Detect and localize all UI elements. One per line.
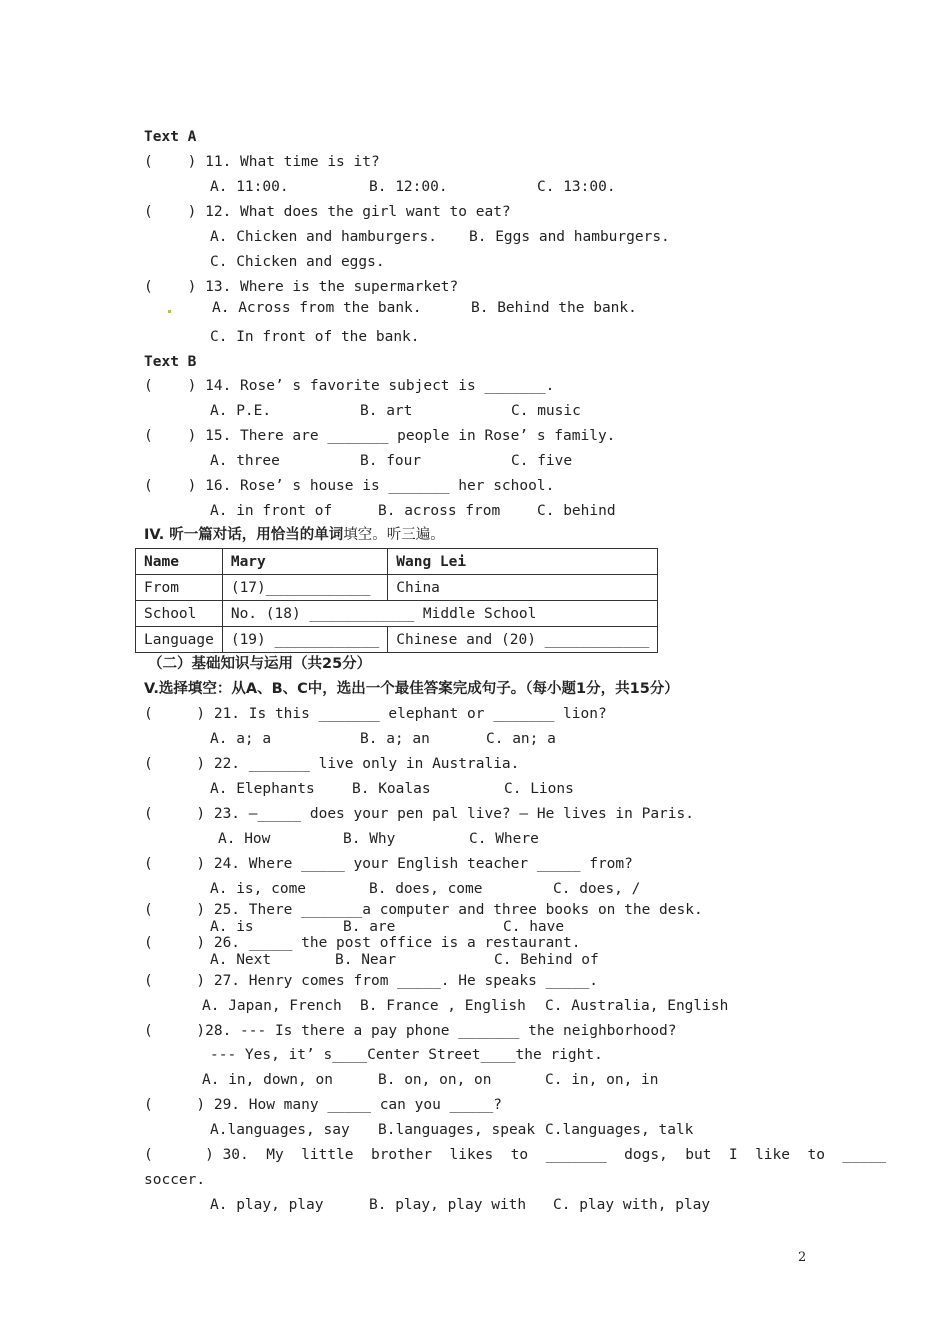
table-cell: China [388,575,658,601]
q15-stem: ( ) 15. There are _______ people in Rose’ s family. [144,428,616,444]
table-cell: From [136,575,223,601]
table-cell: Mary [222,549,387,575]
q16-stem: ( ) 16. Rose’ s house is _______ her school. [144,478,555,494]
q22-option-a: A. Elephants [210,781,315,797]
table-header-row [136,549,658,575]
q29-option-c: C.languages, talk [545,1122,694,1138]
q21-option-c: C. an; a [486,731,556,747]
q13-option-b: B. Behind the bank. [471,300,637,316]
q14-option-b: B. art [360,403,413,419]
part-2-heading: （二）基础知识与运用（共25分） [148,656,372,672]
section-5-heading: V.选择填空：从A、B、C中，选出一个最佳答案完成句子。（每小题1分，共15分） [144,681,679,697]
q11-stem: ( ) 11. What time is it? [144,154,380,170]
q16-option-c: C. behind [537,503,616,519]
q13-stem: ( ) 13. Where is the supermarket? [144,279,459,295]
q11-option-c: C. 13:00. [537,179,616,195]
q21-option-b: B. a; an [360,731,430,747]
q16-option-a: A. in front of [210,503,333,519]
q24-stem: ( ) 24. Where _____ your English teacher _____ from? [144,856,633,872]
q12-option-c: C. Chicken and eggs. [210,254,385,270]
table-row [136,575,658,601]
section-4-heading-bold: IV. 听一篇对话，用恰当的单词 [144,527,344,543]
q21-option-a: A. a; a [210,731,272,747]
q29-option-b: B.languages, speak [378,1122,536,1138]
q23-stem: ( ) 23. —_____ does your pen pal live? — He lives in Paris. [144,806,694,822]
q26-option-c: C. Behind of [494,952,599,968]
q14-stem: ( ) 14. Rose’ s favorite subject is _______. [144,378,555,394]
q24-option-c: C. does, / [553,881,641,897]
q25-option-a: A. is [210,919,254,935]
q27-option-c: C. Australia, English [545,998,729,1014]
q26-stem: ( ) 26. _____ the post office is a restaurant. [144,935,581,951]
q15-option-b: B. four [360,453,422,469]
table-cell: Chinese and (20) ____________ [388,627,658,653]
q30-option-b: B. play, play with [369,1197,527,1213]
q28-option-a: A. in, down, on [202,1072,333,1088]
q12-option-a: A. Chicken and hamburgers. [210,229,437,245]
table-row [136,627,658,653]
q29-option-a: A.languages, say [210,1122,350,1138]
q22-option-c: C. Lions [504,781,574,797]
section-4-heading-rest: 填空。听三遍。 [343,527,445,543]
q25-stem: ( ) 25. There _______a computer and three books on the desk. [144,902,703,918]
q21-stem: ( ) 21. Is this _______ elephant or _______ lion? [144,706,607,722]
q13-option-a: A. Across from the bank. [212,300,422,316]
q26-option-a: A. Next [210,952,272,968]
q25-option-b: B. are [343,919,396,935]
q29-stem: ( ) 29. How many _____ can you _____? [144,1097,502,1113]
table-cell: No. (18) ____________ Middle School [222,601,658,627]
q30-option-a: A. play, play [210,1197,324,1213]
q28-option-c: C. in, on, in [545,1072,659,1088]
section-4-heading [144,526,445,544]
q25-option-c: C. have [503,919,565,935]
text-b-title: Text B [144,354,197,370]
q28-line-2: --- Yes, it’ s____Center Street____the right. [210,1047,603,1063]
table-cell: (17)____________ [222,575,387,601]
q15-option-c: C. five [511,453,573,469]
dictation-table [135,548,658,653]
table-cell: (19) ____________ [222,627,387,653]
q12-stem: ( ) 12. What does the girl want to eat? [144,204,511,220]
q11-option-b: B. 12:00. [369,179,448,195]
table-cell: School [136,601,223,627]
q16-option-b: B. across from [378,503,501,519]
q23-option-c: C. Where [469,831,539,847]
q11-option-a: A. 11:00. [210,179,289,195]
table-cell: Name [136,549,223,575]
q28-option-b: B. on, on, on [378,1072,492,1088]
q12-option-b: B. Eggs and hamburgers. [469,229,670,245]
q14-option-a: A. P.E. [210,403,272,419]
q24-option-a: A. is, come [210,881,307,897]
q30-option-c: C. play with, play [553,1197,711,1213]
q23-option-b: B. Why [343,831,396,847]
q24-option-b: B. does, come [369,881,483,897]
q22-option-b: B. Koalas [352,781,431,797]
q26-option-b: B. Near [335,952,397,968]
q14-option-c: C. music [511,403,581,419]
table-cell: Wang Lei [388,549,658,575]
q13-option-c: C. In front of the bank. [210,329,420,345]
q15-option-a: A. three [210,453,280,469]
q22-stem: ( ) 22. _______ live only in Australia. [144,756,520,772]
q27-option-a: A. Japan, French [202,998,342,1014]
q30-stem: ( ) 30. My little brother likes to _______ dogs, but I like to _____ [144,1147,887,1163]
text-a-title: Text A [144,129,197,145]
q27-stem: ( ) 27. Henry comes from _____. He speaks _____. [144,973,598,989]
q28-stem: ( )28. --- Is there a pay phone _______ the neighborhood? [144,1023,677,1039]
speck-mark [168,310,171,313]
page-number: 2 [798,1250,807,1265]
q23-option-a: A. How [218,831,271,847]
table-row [136,601,658,627]
q27-option-b: B. France , English [360,998,526,1014]
q30-line-2: soccer. [144,1172,206,1188]
table-cell: Language [136,627,223,653]
